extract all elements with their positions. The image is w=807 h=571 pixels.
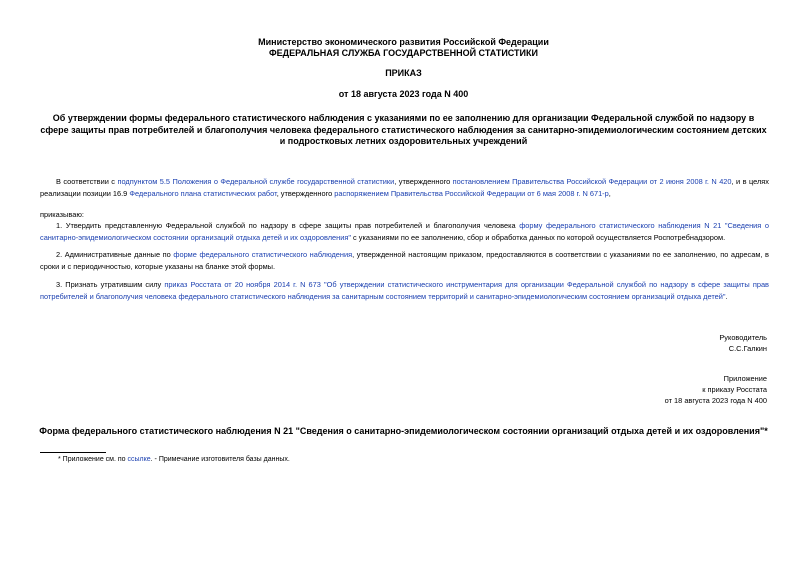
form-21-link[interactable]: форму федерального статистического наблюдения N 21 "Сведения о санитарно-эпидемиологическом состоянии организаций отдыха детей и их оздоровления" <box>40 221 769 242</box>
appendix-date: от 18 августа 2023 года N 400 <box>664 396 767 405</box>
order-item-2 <box>40 249 769 272</box>
preamble-text: В соответствии с <box>56 177 118 186</box>
preamble-text: , <box>608 188 611 198</box>
order-word: приказываю: <box>40 210 84 219</box>
ministry-heading: Министерство экономического развития Российской Федерации <box>258 37 549 47</box>
statistical-form-link[interactable]: форме федерального статистического наблюдения <box>173 250 353 259</box>
footnote <box>58 455 290 465</box>
preamble-text: , и в целях реализации позиции 16.9 <box>40 177 769 198</box>
preamble-text: , утвержденного <box>276 188 335 198</box>
item-text: 2. Административные данные по <box>56 250 174 259</box>
item-text: . <box>725 291 728 301</box>
order-item-3 <box>40 279 769 302</box>
signature-position: Руководитель <box>719 333 767 342</box>
document-type: ПРИКАЗ <box>385 68 422 78</box>
item-text: с указаниями по ее заполнению, сбор и обработка данных по которой осуществляется Роспотребнадзором. <box>350 232 726 242</box>
preamble-paragraph <box>40 176 769 199</box>
document-date: от 18 августа 2023 года N 400 <box>338 89 469 99</box>
order-item-1 <box>40 220 769 243</box>
footnote-text: . - Примечание изготовителя базы данных. <box>150 456 290 463</box>
footnote-text: * Приложение см. по <box>58 456 128 463</box>
item-text: 3. Признать утратившим силу <box>56 280 165 289</box>
service-heading: ФЕДЕРАЛЬНАЯ СЛУЖБА ГОСУДАРСТВЕННОЙ СТАТИСТИКИ <box>269 48 538 58</box>
statistical-plan-link[interactable]: Федерального плана статистических работ <box>129 188 277 198</box>
government-decree-link[interactable]: постановлением Правительства Российской Федерации от 2 июня 2008 г. N 420 <box>452 177 732 186</box>
government-order-link[interactable]: распоряжением Правительства Российской Федерации от 6 мая 2008 г. N 671-р <box>334 188 609 198</box>
item-text: 1. Утвердить представленную Федеральной службой по надзору в сфере защиты прав потребителей и благополучия человека <box>56 221 520 230</box>
form-title: Форма федерального статистического наблюдения N 21 "Сведения о санитарно-эпидемиологическом состоянии организаций отдыха детей и их оздоровления"* <box>39 426 768 436</box>
rosstat-order-link[interactable]: приказ Росстата от 20 ноября 2014 г. N 673 "Об утверждении статистического инструментария для организации Федеральной службой по надзору в сфере защиты прав потребителей и благополучия человека федерального статистического наблюдения за санитарным состоянием территорий и санитарно-эпидемиологическим состоянием организаций отдыха детей" <box>40 280 769 301</box>
regulation-link[interactable]: подпунктом 5.5 Положения о Федеральной службе государственной статистики <box>117 177 395 186</box>
footnote-link[interactable]: ссылке <box>127 456 151 463</box>
document-title: Об утверждении формы федерального статистического наблюдения с указаниями по ее заполнению для организации Федеральной службой по надзору в сфере защиты прав потребителей и благополучия человека федерального статистического наблюдения за санитарно-эпидемиологическим состоянием детских и подростковых летних оздоровительных учреждений <box>40 113 767 146</box>
footnote-divider <box>40 452 106 453</box>
preamble-text: , утвержденного <box>394 177 453 186</box>
appendix-order: к приказу Росстата <box>702 385 767 394</box>
signature-name: С.С.Галкин <box>728 344 767 353</box>
item-text: , утвержденной настоящим приказом, предоставляются в соответствии с указаниями по ее заполнению, по адресам, в сроки и с периодичностью, которые указаны на бланке этой формы. <box>40 250 769 271</box>
appendix-label: Приложение <box>723 374 767 383</box>
